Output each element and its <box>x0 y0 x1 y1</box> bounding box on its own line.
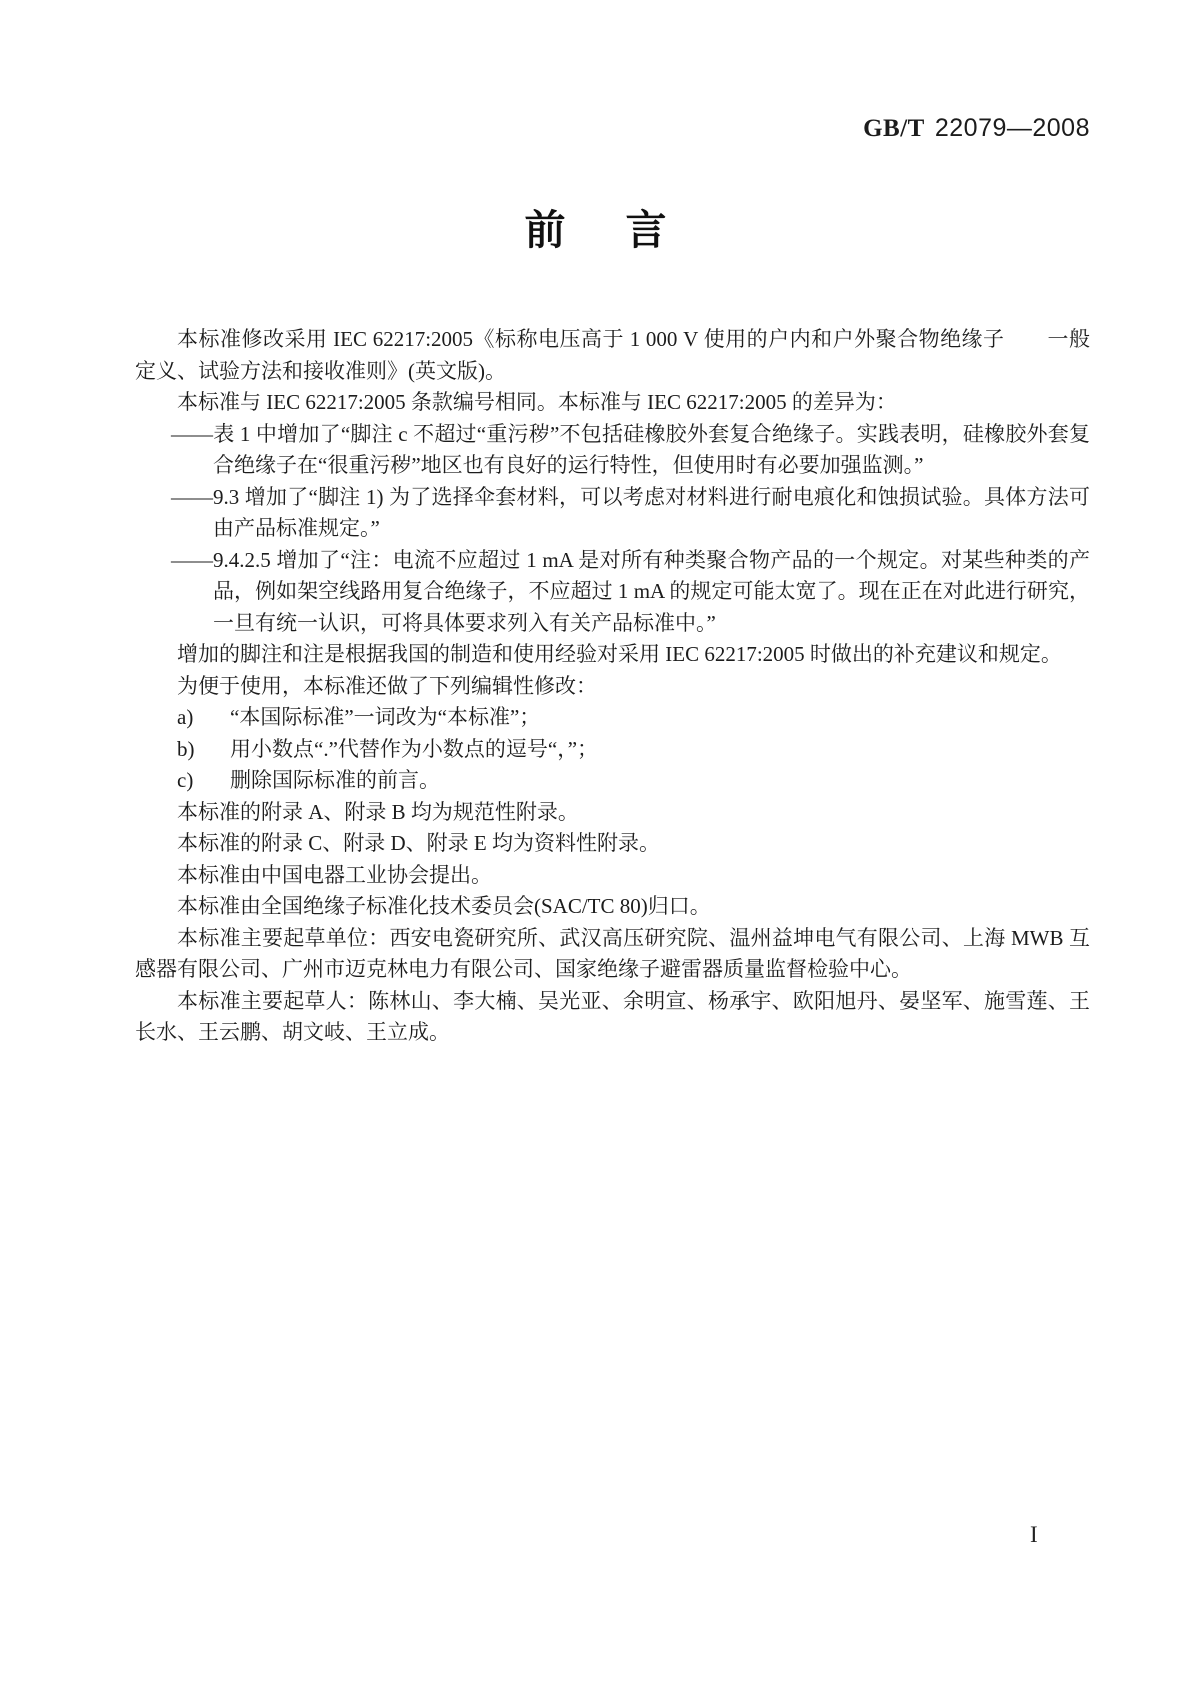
dash-list-item: ——表 1 中增加了“脚注 c 不超过“重污秽”不包括硅橡胶外套复合绝缘子。实践表明，硅橡胶外套复合绝缘子在“很重污秽”地区也有良好的运行特性，但使用时有必要加强监测。” <box>171 421 1090 477</box>
lettered-list-item <box>135 734 1090 766</box>
dash-list-item: ——9.3 增加了“脚注 1) 为了选择伞套材料，可以考虑对材料进行耐电痕化和蚀损试验。具体方法可由产品标准规定。” <box>171 484 1090 540</box>
list-item-text: “本国际标准”一词改为“本标准”； <box>230 705 541 729</box>
paragraph: 本标准修改采用 IEC 62217:2005《标称电压高于 1 000 V 使用的户内和户外聚合物绝缘子 一般定义、试验方法和接收准则》(英文版)。 <box>135 327 1090 383</box>
page-title <box>0 208 1191 253</box>
paragraph: 本标准主要起草单位：西安电瓷研究所、武汉高压研究院、温州益坤电气有限公司、上海 MWB 互感器有限公司、广州市迈克林电力有限公司、国家绝缘子避雷器质量监督检验中心。 <box>135 925 1090 981</box>
document-body <box>135 324 1090 1049</box>
title-char: 言 <box>625 207 667 253</box>
lettered-list-item <box>135 765 1090 797</box>
list-item-text: 删除国际标准的前言。 <box>230 768 440 792</box>
em-dash-marker: —— <box>171 484 213 509</box>
paragraph: 为便于使用，本标准还做了下列编辑性修改： <box>177 673 597 698</box>
list-item-label: c) <box>177 768 194 792</box>
paragraph: 本标准主要起草人：陈林山、李大楠、吴光亚、余明宣、杨承宇、欧阳旭丹、晏坚军、施雪莲、王长水、王云鹏、胡文岐、王立成。 <box>135 988 1090 1044</box>
dash-list-item: ——9.4.2.5 增加了“注：电流不应超过 1 mA 是对所有种类聚合物产品的一个规定。对某些种类的产品，例如架空线路用复合绝缘子，不应超过 1 mA 的规定可能太宽了。现在正在对此进行研究，一旦有统一认识，可将具体要求列入有关产品标准中。” <box>171 547 1090 635</box>
paragraph: 本标准的附录 C、附录 D、附录 E 均为资料性附录。 <box>177 831 660 855</box>
standard-number-header <box>863 114 1090 143</box>
list-item-label: a) <box>177 705 194 729</box>
list-item-label: b) <box>177 736 195 761</box>
list-item-text: 用小数点“.”代替作为小数点的逗号“，”； <box>230 736 599 761</box>
page-number: I <box>1030 1522 1038 1547</box>
paragraph: 本标准与 IEC 62217:2005 条款编号相同。本标准与 IEC 62217:2005 的差异为： <box>177 390 897 414</box>
paragraph: 本标准的附录 A、附录 B 均为规范性附录。 <box>177 799 579 824</box>
standard-prefix: GB/T <box>863 115 925 142</box>
standard-code: 22079—2008 <box>934 114 1090 142</box>
paragraph: 本标准由全国绝缘子标准化技术委员会(SAC/TC 80)归口。 <box>177 894 711 918</box>
paragraph: 本标准由中国电器工业协会提出。 <box>177 862 492 887</box>
paragraph: 增加的脚注和注是根据我国的制造和使用经验对采用 IEC 62217:2005 时做出的补充建议和规定。 <box>177 642 1062 666</box>
lettered-list-item <box>135 702 1090 734</box>
em-dash-marker: —— <box>171 547 213 572</box>
title-char: 前 <box>524 207 566 253</box>
em-dash-marker: —— <box>171 421 213 446</box>
